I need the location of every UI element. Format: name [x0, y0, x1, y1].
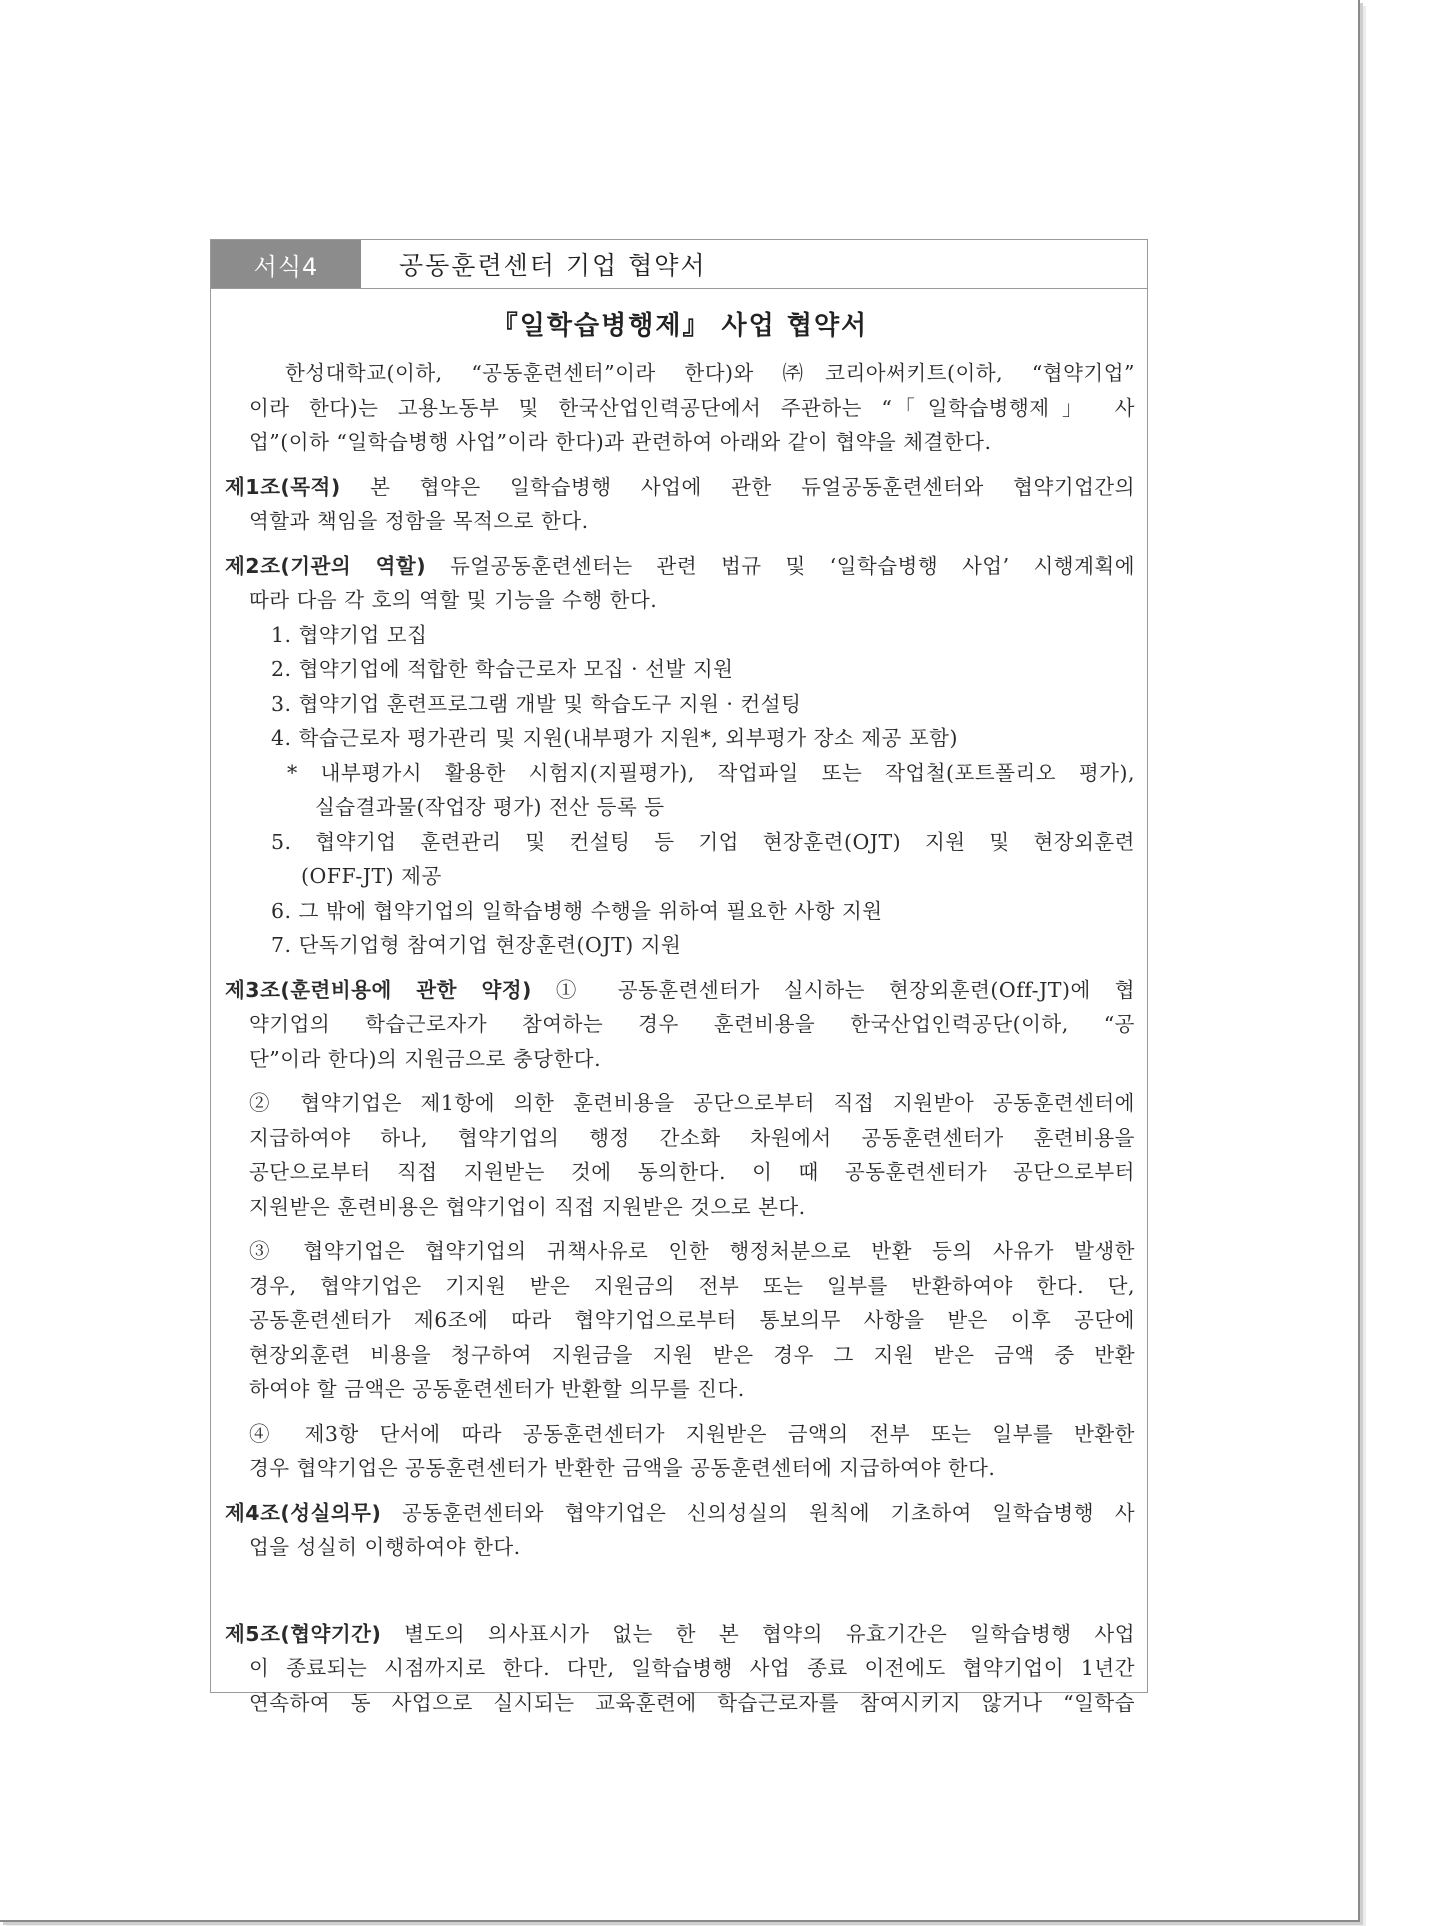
list-item: 6. 그 밖에 협약기업의 일학습병행 수행을 위하여 필요한 사항 지원	[271, 898, 883, 923]
article-heading: 제4조(성실의무)	[225, 1500, 382, 1525]
article-heading: 제2조(기관의 역할)	[225, 553, 427, 578]
article-3	[225, 973, 1135, 1486]
preamble-line: 업”(이하 “일학습병행 사업”이라 한다)과 관련하여 아래와 같이 협약을 체결한다.	[249, 430, 992, 454]
clause-text: 지원받은 훈련비용은 협약기업이 직접 지원받은 것으로 본다.	[249, 1194, 806, 1219]
article-text: 약기업의 학습근로자가 참여하는 경우 훈련비용을 한국산업인력공단(이하, “공	[249, 1012, 1135, 1036]
clause-text: 현장외훈련 비용을 청구하여 지원금을 지원 받은 경우 그 지원 받은 금액 중 반환	[249, 1342, 1135, 1367]
list-item: 7. 단독기업형 참여기업 현장훈련(OJT) 지원	[271, 933, 682, 957]
form-number-label: 서식4	[211, 240, 361, 288]
clause-text: 하여야 할 금액은 공동훈련센터가 반환할 의무를 진다.	[249, 1377, 745, 1401]
list-item: (OFF-JT) 제공	[301, 864, 442, 888]
article-4	[225, 1496, 1135, 1565]
article-text: ① 공동훈련센터가 실시하는 현장외훈련(Off-JT)에 협	[531, 977, 1135, 1002]
list-item: 5. 협약기업 훈련관리 및 컨설팅 등 기업 현장훈련(OJT) 지원 및 현장외훈련	[271, 829, 1135, 854]
form-title: 공동훈련센터 기업 협약서	[399, 251, 707, 280]
document-title: 『일학습병행제』 사업 협약서	[491, 311, 869, 341]
clause-text: 공단으로부터 직접 지원받는 것에 동의한다. 이 때 공동훈련센터가 공단으로부터	[249, 1160, 1135, 1184]
clause-text: 지급하여야 하나, 협약기업의 행정 간소화 차원에서 공동훈련센터가 훈련비용을	[249, 1125, 1135, 1150]
article-text: 따라 다음 각 호의 역할 및 기능을 수행 한다.	[249, 588, 658, 612]
article-text: 듀얼공동훈련센터는 관련 법규 및 ‘일학습병행 사업’ 시행계획에	[426, 553, 1135, 578]
article-text: 업을 성실히 이행하여야 한다.	[249, 1535, 521, 1559]
footnote: * 내부평가시 활용한 시험지(지필평가), 작업파일 또는 작업철(포트폴리오 평가),	[287, 760, 1135, 785]
clause-text: 공동훈련센터가 제6조에 따라 협약기업으로부터 통보의무 사항을 받은 이후 공단에	[249, 1308, 1135, 1332]
agreement-form	[210, 239, 1148, 1715]
article-text: 연속하여 동 사업으로 실시되는 교육훈련에 학습근로자를 참여시키지 않거나 “일학습	[249, 1690, 1135, 1715]
form-header	[211, 240, 1147, 289]
clause-text: ③ 협약기업은 협약기업의 귀책사유로 인한 행정처분으로 반환 등의 사유가 발생한	[249, 1239, 1135, 1263]
document-body	[211, 289, 1147, 1720]
article-text: 단”이라 한다)의 지원금으로 충당한다.	[249, 1046, 602, 1071]
article-text: 역할과 책임을 정함을 목적으로 한다.	[249, 509, 589, 533]
article-text: 본 협약은 일학습병행 사업에 관한 듀얼공동훈련센터와 협약기업간의	[340, 474, 1135, 499]
list-item: 3. 협약기업 훈련프로그램 개발 및 학습도구 지원 · 컨설팅	[271, 691, 802, 716]
article-text: 이 종료되는 시점까지로 한다. 다만, 일학습병행 사업 종료 이전에도 협약기업이 1년간	[249, 1656, 1135, 1680]
preamble-line: 이라 한다)는 고용노동부 및 한국산업인력공단에서 주관하는 “「일학습병행제」 사	[249, 395, 1135, 420]
footnote: 실습결과물(작업장 평가) 전산 등록 등	[315, 795, 665, 819]
article-1	[225, 470, 1135, 539]
article-text: 별도의 의사표시가 없는 한 본 협약의 유효기간은 일학습병행 사업	[381, 1621, 1135, 1646]
article-2	[225, 549, 1135, 963]
article-5	[225, 1617, 1135, 1721]
article-heading: 제5조(협약기간)	[225, 1621, 382, 1646]
list-item: 4. 학습근로자 평가관리 및 지원(내부평가 지원*, 외부평가 장소 제공 포함)	[271, 726, 958, 750]
clause-text: ② 협약기업은 제1항에 의한 훈련비용을 공단으로부터 직접 지원받아 공동훈련센터에	[249, 1091, 1135, 1115]
article-text: 공동훈련센터와 협약기업은 신의성실의 원칙에 기초하여 일학습병행 사	[381, 1500, 1135, 1525]
clause-text: 경우, 협약기업은 기지원 받은 지원금의 전부 또는 일부를 반환하여야 한다. 단,	[249, 1273, 1135, 1298]
list-item: 1. 협약기업 모집	[271, 622, 428, 647]
list-item: 2. 협약기업에 적합한 학습근로자 모집 · 선발 지원	[271, 657, 734, 681]
clause-text: 경우 협약기업은 공동훈련센터가 반환한 금액을 공동훈련센터에 지급하여야 한다.	[249, 1456, 996, 1480]
clause-text: ④ 제3항 단서에 따라 공동훈련센터가 지원받은 금액의 전부 또는 일부를 반환한	[249, 1421, 1135, 1446]
article-heading: 제3조(훈련비용에 관한 약정)	[225, 977, 532, 1002]
preamble	[225, 356, 1135, 460]
article-heading: 제1조(목적)	[225, 474, 341, 499]
preamble-line: 한성대학교(이하, “공동훈련센터”이라 한다)와 ㈜코리아써키트(이하, “협약기업”	[285, 361, 1135, 385]
